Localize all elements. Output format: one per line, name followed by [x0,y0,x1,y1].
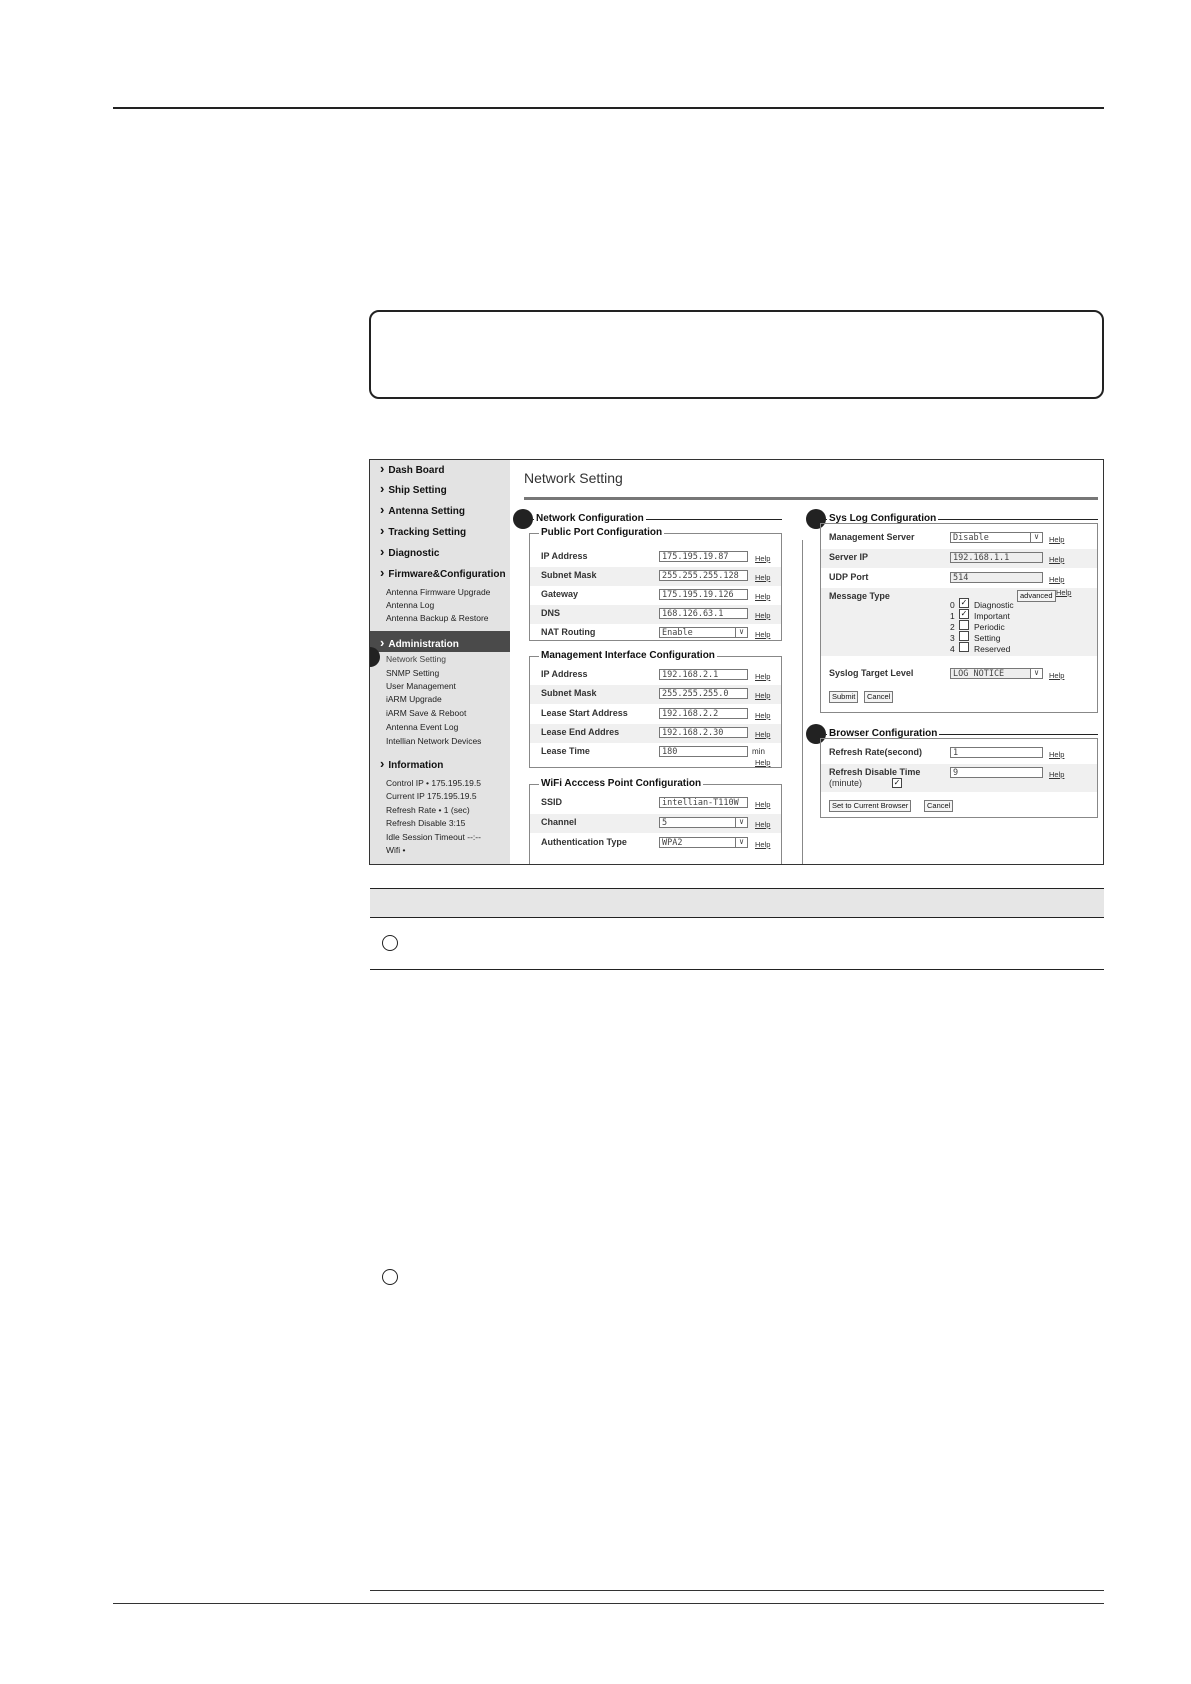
subnet-mask-input[interactable]: 255.255.255.128 [659,570,748,581]
mgmt-fieldset: Management Interface Configuration IP Address 192.168.2.1 Help Subnet Mask 255.255.255.0 Help Lease Start Address 192.168.2.2 Help Lease End Addres 192.168.2.30 Help Lease Time 180 min Help [529,656,782,768]
mgmt-ip-input[interactable]: 192.168.2.1 [659,669,748,680]
help-link[interactable]: Help [755,730,771,739]
syslog-cancel-button[interactable]: Cancel [864,691,893,703]
dns-input[interactable]: 168.126.63.1 [659,608,748,619]
ip-address-row: IP Address 175.195.19.87 Help [541,551,771,563]
help-link[interactable]: Help [755,840,771,849]
setting-checkbox[interactable] [959,631,969,641]
help-link[interactable]: Help [755,611,771,620]
help-link[interactable]: Help [755,573,771,582]
table-header [370,888,1104,918]
wifi-fieldset: WiFi Acccess Point Configuration SSID intellian-T110W Help Channel 5 ∨ Help Authentication Type WPA2 ∨ Help [529,784,782,865]
subnet-mask-row: Subnet Mask 255.255.255.128 Help [530,567,781,586]
info-control-ip: Control IP • 175.195.19.5 [386,778,481,788]
refresh-disable-input[interactable]: 9 [950,767,1043,778]
sidebar-sub-firmware-upgrade[interactable]: Antenna Firmware Upgrade [386,587,491,597]
syslog-submit-button[interactable]: Submit [829,691,858,703]
sidebar-item-antenna-setting[interactable]: › Antenna Setting [380,502,465,517]
ssid-row: SSID intellian-T110W Help [541,797,771,809]
auth-type-select[interactable]: WPA2 ∨ [659,837,748,848]
sidebar-item-ship-setting[interactable]: › Ship Setting [380,481,447,496]
info-refresh-rate: Refresh Rate • 1 (sec) [386,805,470,815]
management-server-select[interactable]: Disable ∨ [950,532,1043,543]
udp-port-input[interactable]: 514 [950,572,1043,583]
page-title: Network Setting [524,470,623,486]
header-rule [113,107,1104,109]
help-link[interactable]: Help [755,554,771,563]
help-link[interactable]: Help [755,820,771,829]
network-config-legend: Network Configuration [536,513,644,524]
help-link[interactable]: Help [1049,750,1065,759]
help-link[interactable]: Help [755,592,771,601]
sidebar-item-diagnostic[interactable]: › Diagnostic [380,544,439,559]
refresh-disable-row: Refresh Disable Time (minute) ✓ 9 Help [821,764,1097,792]
help-link[interactable]: Help [1049,575,1065,584]
footer-rule [370,1590,1104,1591]
sidebar-sub-iarm-save-reboot[interactable]: iARM Save & Reboot [386,708,467,718]
mgmt-ip-row: IP Address 192.168.2.1 Help [541,669,771,681]
refresh-disable-checkbox[interactable]: ✓ [893,778,901,787]
lease-start-input[interactable]: 192.168.2.2 [659,708,748,719]
server-ip-row: Server IP 192.168.1.1 Help [821,549,1097,568]
syslog-fieldset [820,523,1098,713]
info-idle-timeout: Idle Session Timeout --:-- [386,832,481,842]
help-link[interactable]: Help [1049,535,1065,544]
sidebar-sub-network-devices[interactable]: Intellian Network Devices [386,736,482,746]
title-divider [524,497,1098,500]
syslog-legend: Sys Log Configuration [829,513,937,524]
callout-circle [382,1269,398,1285]
sidebar-sub-snmp-setting[interactable]: SNMP Setting [386,668,440,678]
help-link[interactable]: Help [1049,671,1065,680]
channel-select[interactable]: 5 ∨ [659,817,748,828]
footer-rule [113,1603,1104,1604]
lease-end-row: Lease End Addres 192.168.2.30 Help [530,724,781,743]
sidebar [370,460,510,865]
server-ip-input[interactable]: 192.168.1.1 [950,552,1043,563]
sidebar-item-firmware[interactable]: › Firmware&Configuration [380,565,506,580]
column-divider [802,540,803,865]
help-link[interactable]: Help [1049,555,1065,564]
nat-routing-select[interactable]: Enable ∨ [659,627,748,638]
lease-time-input[interactable]: 180 [659,746,748,757]
gateway-input[interactable]: 175.195.19.126 [659,589,748,600]
advanced-button[interactable]: advanced [1017,590,1056,602]
important-checkbox[interactable]: ✓ [960,609,968,618]
help-link[interactable]: Help [1049,770,1065,779]
sidebar-sub-user-management[interactable]: User Management [386,681,456,691]
mgmt-subnet-input[interactable]: 255.255.255.0 [659,688,748,699]
help-link[interactable]: Help [755,630,771,639]
help-link[interactable]: Help [755,672,771,681]
info-current-ip: Current IP 175.195.19.5 [386,791,477,801]
network-setting-screenshot [369,459,1104,865]
management-server-row: Management Server Disable ∨ Help [821,529,1097,548]
ip-address-input[interactable]: 175.195.19.87 [659,551,748,562]
lease-start-row: Lease Start Address 192.168.2.2 Help [541,708,771,720]
lease-end-input[interactable]: 192.168.2.30 [659,727,748,738]
sidebar-sub-iarm-upgrade[interactable]: iARM Upgrade [386,694,442,704]
auth-type-row: Authentication Type WPA2 ∨ Help [530,834,781,853]
periodic-checkbox[interactable] [959,620,969,630]
sidebar-item-information[interactable]: › Information [380,756,443,771]
refresh-rate-input[interactable]: 1 [950,747,1043,758]
diagnostic-checkbox[interactable]: ✓ [960,598,968,607]
info-refresh-disable: Refresh Disable 3:15 [386,818,466,828]
syslog-target-select[interactable]: LOG NOTICE ∨ [950,668,1043,679]
info-wifi: Wifi • [386,845,406,855]
help-link[interactable]: Help [755,758,771,767]
nat-routing-row: NAT Routing Enable ∨ Help [530,624,781,643]
syslog-target-row: Syslog Target Level LOG NOTICE ∨ Help [821,665,1097,684]
sidebar-item-dash-board[interactable]: › Dash Board [380,461,444,476]
reserved-checkbox[interactable] [959,642,969,652]
ssid-input[interactable]: intellian-T110W [659,797,748,808]
browser-legend: Browser Configuration [829,728,938,739]
browser-fieldset [820,738,1098,818]
udp-port-row: UDP Port 514 Help [829,572,1065,584]
channel-row: Channel 5 ∨ Help [530,814,781,833]
gateway-row: Gateway 175.195.19.126 Help [541,589,771,601]
browser-cancel-button[interactable]: Cancel [924,800,953,812]
dns-row: DNS 168.126.63.1 Help [530,605,781,624]
callout-circle [382,935,398,951]
set-current-browser-button[interactable]: Set to Current Browser [829,800,911,812]
sidebar-sub-network-setting[interactable]: Network Setting [386,654,446,664]
help-link[interactable]: Help [755,711,771,720]
note-box [369,310,1104,399]
lease-time-row: Lease Time 180 min Help [541,746,771,767]
sidebar-sub-event-log[interactable]: Antenna Event Log [386,722,459,732]
table-end-rule [370,969,1104,970]
mgmt-subnet-row: Subnet Mask 255.255.255.0 Help [530,685,781,704]
callout-marker [513,509,533,529]
message-type-row: Message Type advanced Help 0 ✓ Diagnostic 1 ✓ Important 2 Periodic 3 Setting 4 Reserved [821,588,1097,656]
sidebar-sub-antenna-log[interactable]: Antenna Log [386,600,435,610]
help-link[interactable]: Help [755,691,771,700]
sidebar-item-administration[interactable]: › Administration [370,631,510,652]
sidebar-sub-backup-restore[interactable]: Antenna Backup & Restore [386,613,489,623]
refresh-rate-row: Refresh Rate(second) 1 Help [829,747,1065,759]
public-port-fieldset: Public Port Configuration IP Address 175.195.19.87 Help Subnet Mask 255.255.255.128 Help Gateway 175.195.19.126 Help DNS 168.126.63.1 Help NAT Routing Enable ∨ Help [529,533,782,641]
help-link[interactable]: Help [1056,588,1072,597]
sidebar-item-tracking-setting[interactable]: › Tracking Setting [380,523,466,538]
help-link[interactable]: Help [755,800,771,809]
